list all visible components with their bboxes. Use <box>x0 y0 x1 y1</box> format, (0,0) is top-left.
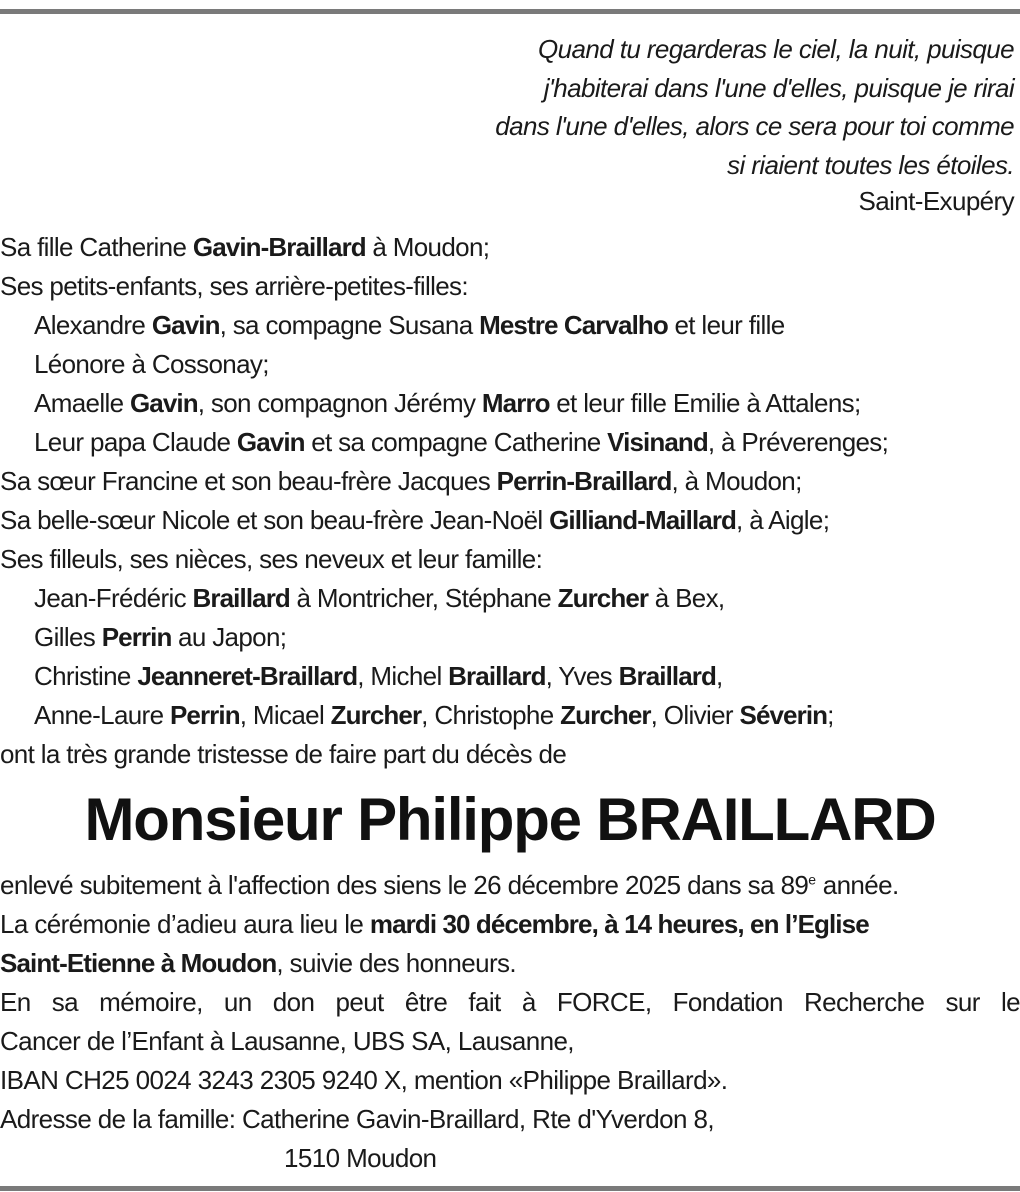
family-line: Ses filleuls, ses nièces, ses neveux et leur famille: <box>0 544 543 574</box>
family-line: Sa belle-sœur Nicole et son beau-frère Jean-Noël Gilliand-Maillard, à Aigle; <box>0 505 830 535</box>
family-line: Anne-Laure Perrin, Micael Zurcher, Christophe Zurcher, Olivier Séverin; <box>34 700 834 730</box>
family-line: ont la très grande tristesse de faire part du décès de <box>0 739 567 769</box>
family-line: Sa sœur Francine et son beau-frère Jacques Perrin-Braillard, à Moudon; <box>0 466 802 496</box>
detail-line: Saint-Etienne à Moudon, suivie des honneurs. <box>0 948 517 978</box>
family-line: Leur papa Claude Gavin et sa compagne Catherine Visinand, à Préverenges; <box>34 427 889 457</box>
family-line: Amaelle Gavin, son compagnon Jérémy Marro et leur fille Emilie à Attalens; <box>34 388 861 418</box>
ceremony-details <box>0 867 1020 1179</box>
family-line: Jean-Frédéric Braillard à Montricher, Stéphane Zurcher à Bex, <box>34 583 725 613</box>
family-line: Léonore à Cossonay; <box>34 349 269 379</box>
quote-line: Quand tu regarderas le ciel, la nuit, puisque <box>538 34 1014 64</box>
epigraph-quote <box>374 30 1014 184</box>
detail-line: enlevé subitement à l'affection des siens le 26 décembre 2025 dans sa 89e année. <box>0 870 899 900</box>
detail-line: Cancer de l’Enfant à Lausanne, UBS SA, Lausanne, <box>0 1026 574 1056</box>
quote-line: dans l'une d'elles, alors ce sera pour toi comme <box>495 111 1014 141</box>
bank-details: IBAN CH25 0024 3243 2305 9240 X, mention «Philippe Braillard». <box>0 1065 728 1095</box>
family-address-city: 1510 Moudon <box>284 1143 437 1173</box>
detail-line: En sa mémoire, un don peut être fait à FORCE, Fondation Recherche sur le <box>0 987 1020 1017</box>
family-line: Sa fille Catherine Gavin-Braillard à Moudon; <box>0 232 490 262</box>
family-line: Gilles Perrin au Japon; <box>34 622 287 652</box>
family-line: Alexandre Gavin, sa compagne Susana Mestre Carvalho et leur fille <box>34 310 785 340</box>
deceased-name: Monsieur Philippe BRAILLARD <box>84 786 936 853</box>
family-line: Ses petits-enfants, ses arrière-petites-filles: <box>0 271 468 301</box>
family-list <box>0 229 1020 775</box>
family-address: Adresse de la famille: Catherine Gavin-Braillard, Rte d'Yverdon 8, <box>0 1104 714 1134</box>
quote-line: j'habiterai dans l'une d'elles, puisque je rirai <box>543 72 1014 103</box>
detail-line: La cérémonie d’adieu aura lieu le mardi 30 décembre, à 14 heures, en l’Eglise <box>0 909 869 939</box>
quote-line: si riaient toutes les étoiles. <box>727 149 1014 180</box>
bottom-rule <box>0 1186 1020 1191</box>
top-rule <box>0 9 1020 14</box>
quote-author: Saint-Exupéry <box>858 186 1014 216</box>
family-line: Christine Jeanneret-Braillard, Michel Braillard, Yves Braillard, <box>34 661 723 691</box>
